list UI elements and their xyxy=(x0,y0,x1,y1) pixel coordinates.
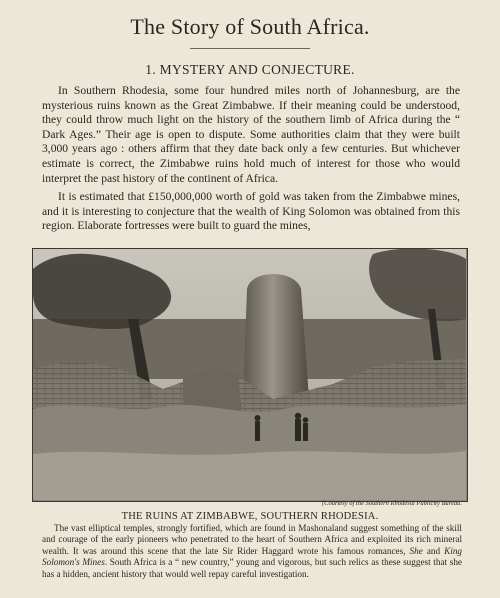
caption-paragraph xyxy=(42,523,462,580)
title-rule xyxy=(190,48,310,49)
photo-conical-tower xyxy=(243,274,309,399)
caption-part-3: . South Africa is a “ new country,” young and vigorous, but such relics as these suggest that she has a hidden, ancient history that would well repay careful investigation. xyxy=(42,557,462,579)
caption-text xyxy=(42,523,462,580)
page-title: The Story of South Africa. xyxy=(130,14,370,39)
caption-part-2: and xyxy=(422,545,445,556)
paragraph-1-part-a: In Southern Rhodesia, some four hundred miles north of Johannesburg, are the mysterious ruins known as the Great Zimbabwe. If their meaning could be understood, they could throw much light on the history of the southern limb of Africa during the xyxy=(42,84,460,127)
caption-part-1: The vast elliptical temples, strongly fortified, which are found in Mashonaland suggest something of the skill and courage of the early pioneers who penetrated to the heart of Southern Africa and exploited its rich mineral wealth. It was around this scene that the late Sir Rider Haggard wrote his famous romances, xyxy=(42,523,462,556)
paragraph-2: It is estimated that £150,000,000 worth of gold was taken from the Zimbabwe mines, and it is interesting to conjecture that the wealth of King Solomon was obtained from this region. Elaborate fortresses were built to guard the mines, xyxy=(42,190,460,233)
caption-book-she: She xyxy=(409,545,423,556)
paragraph-1-part-b: Their age is open to dispute. Some authorities claim that they were built 3,000 years ago : others affirm that they date back only a few centuries. But whichever estimate is correct, the Zimbabwe ruins hold much of interest for those who would interpret the past history of the continent of Africa. xyxy=(42,127,460,185)
caption-title: THE RUINS AT ZIMBABWE, SOUTHERN RHODESIA. xyxy=(121,511,379,522)
section-heading: 1. MYSTERY AND CONJECTURE. xyxy=(145,62,355,77)
ruins-photograph xyxy=(32,248,468,502)
caption-book-kings-mines: King Solomon's Mines xyxy=(42,545,463,568)
body-text xyxy=(42,84,460,238)
paragraph-1 xyxy=(42,84,460,186)
photo-ground xyxy=(33,451,466,500)
paragraph-1-quote: “ Dark Ages.” xyxy=(42,113,460,141)
ruins-photo-illustration xyxy=(33,249,466,500)
photo-credit: [Courtesy of the Southern Rhodesia Publicity Bureau. xyxy=(321,500,462,507)
